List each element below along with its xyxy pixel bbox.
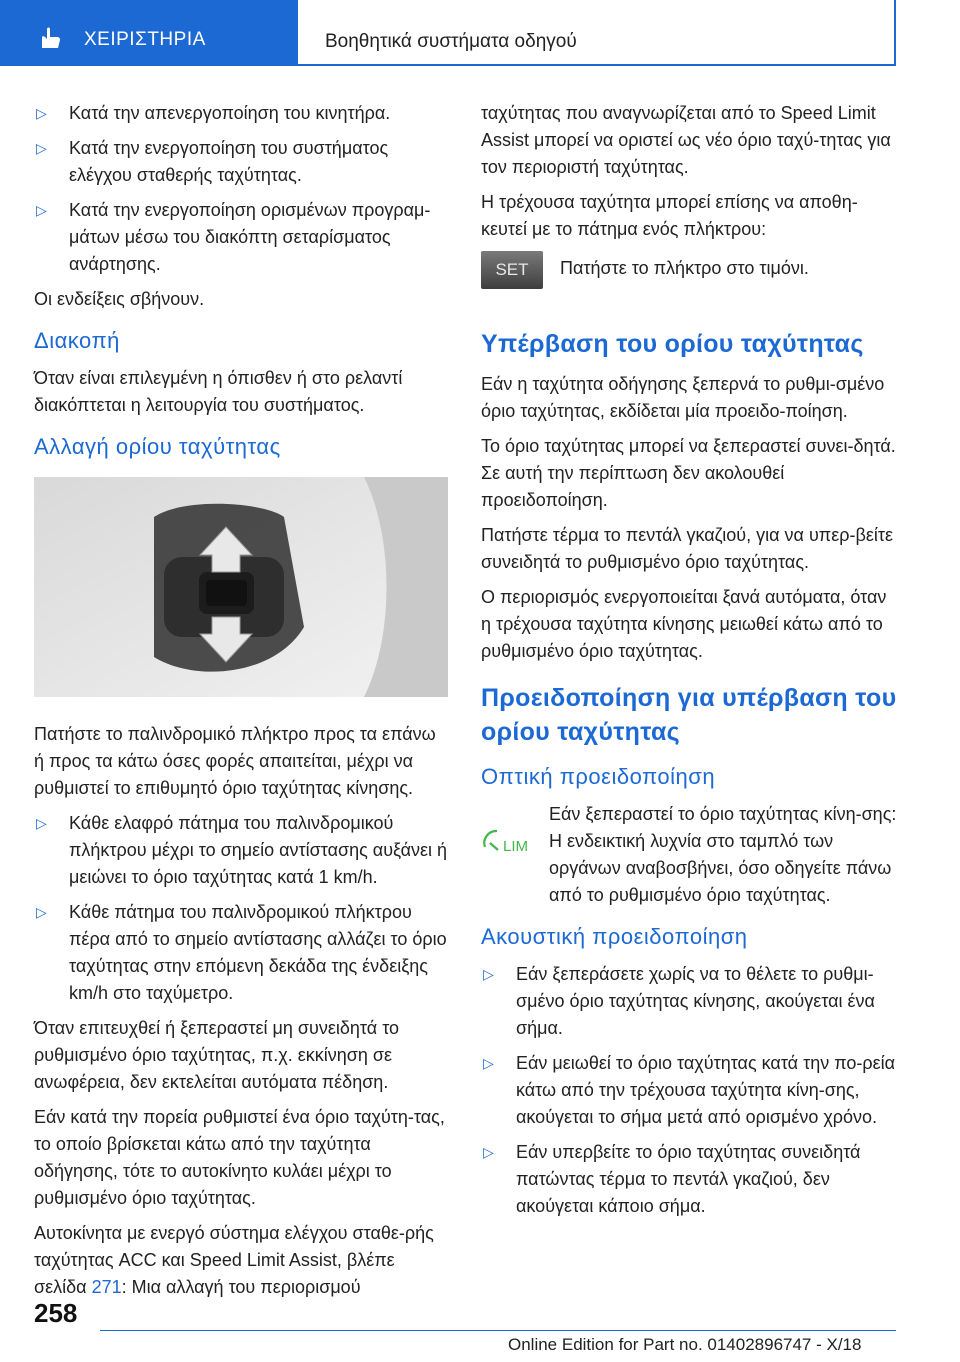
list-item: ▷ Εάν μειωθεί το όριο ταχύτητας κατά την πο‐ρεία κάτω από την τρέχουσα ταχύτητα κίνη‐σης, ακούγεται το σήμα μετά από ορισμένο χρόνο. xyxy=(481,1050,899,1131)
heading-change-limit: Αλλαγή ορίου ταχύτητας xyxy=(34,434,281,459)
header-divider xyxy=(298,64,896,66)
paragraph: Εάν ξεπεραστεί το όριο ταχύτητας κίνη‐σης: Η ενδεικτική λυχνία στο ταμπλό των οργάνων αναβοσβήνει, όσο οδηγείτε πάνω από το ρυθμισμένο όριο ταχύτητας. xyxy=(549,804,897,905)
section-tab-label: ΧΕΙΡΙΣΤΗΡΙΑ xyxy=(84,29,206,50)
right-column xyxy=(481,100,899,1228)
paragraph: Εάν η ταχύτητα οδήγησης ξεπερνά το ρυθμι‐σμένο όριο ταχύτητας, εκδίδεται μία προειδο‐ποίηση. xyxy=(481,374,885,421)
heading-interruption: Διακοπή xyxy=(34,328,120,353)
triangle-bullet-icon: ▷ xyxy=(36,904,47,920)
list-item: ▷ Εάν υπερβείτε το όριο ταχύτητας συνειδητά πατώντας τέρμα το πεντάλ γκαζιού, δεν ακούγεται κάποιο σήμα. xyxy=(481,1139,899,1220)
list-item: ▷ Κατά την ενεργοποίηση ορισμένων προγραμ‐μάτων μέσω του διακόπτη σεταρίσματος ανάρτησης. xyxy=(34,197,448,278)
set-button-icon: SET xyxy=(481,251,543,289)
list-item: ▷ Κατά την απενεργοποίηση του κινητήρα. xyxy=(34,100,448,127)
left-column xyxy=(34,100,448,1309)
set-instruction-text: Πατήστε το πλήκτρο στο τιμόνι. xyxy=(560,258,809,278)
heading-exceed-warning: Προειδοποίηση για υπέρβαση του ορίου ταχύτητας xyxy=(481,684,897,746)
hand-pointer-icon xyxy=(38,26,64,50)
paragraph: Η τρέχουσα ταχύτητα μπορεί επίσης να αποθη‐κευτεί με το πάτημα ενός πλήκτρου: xyxy=(481,192,858,239)
triangle-bullet-icon: ▷ xyxy=(36,105,47,121)
paragraph: Πατήστε το παλινδρομικό πλήκτρο προς τα επάνω ή προς τα κάτω όσες φορές απαιτείται, μέχρι να ρυθμιστεί το επιθυμητό όριο ταχύτητας κίνησης. xyxy=(34,724,436,798)
list-item: ▷ Κατά την ενεργοποίηση του συστήματος ελέγχου σταθερής ταχύτητας. xyxy=(34,135,448,189)
heading-acoustic-warning: Ακουστική προειδοποίηση xyxy=(481,924,748,949)
lim-warning-block xyxy=(481,801,899,909)
speed-limiter-lim-icon xyxy=(481,825,539,855)
triangle-bullet-icon: ▷ xyxy=(36,815,47,831)
chapter-title: Βοηθητικά συστήματα οδηγού xyxy=(325,31,577,52)
triangle-bullet-icon: ▷ xyxy=(483,966,494,982)
page-header xyxy=(0,0,960,66)
page-reference-link[interactable]: 271 xyxy=(91,1277,122,1297)
paragraph: Το όριο ταχύτητας μπορεί να ξεπεραστεί συνει‐δητά. Σε αυτή την περίπτωση δεν ακολουθεί προειδοποίηση. xyxy=(481,436,896,510)
svg-text:LIM: LIM xyxy=(503,838,529,855)
set-button-instruction xyxy=(481,251,899,311)
steering-wheel-buttons-photo xyxy=(34,477,448,697)
paragraph: Οι ενδείξεις σβήνουν. xyxy=(34,289,205,309)
list-item: ▷ Κάθε ελαφρό πάτημα του παλινδρομικού πλήκτρου μέχρι το σημείο αντίστασης αυξάνει ή μειώνει το όριο ταχύτητας κατά 1 km/h. xyxy=(34,810,448,891)
paragraph: Ο περιορισμός ενεργοποιείται ξανά αυτόματα, όταν η τρέχουσα ταχύτητα κίνησης μειωθεί κάτω από το ρυθμισμένο όριο ταχύτητας. xyxy=(481,587,887,661)
paragraph: Εάν κατά την πορεία ρυθμιστεί ένα όριο ταχύτη‐τας, το οποίο βρίσκεται κάτω από την ταχύτητα οδήγησης, τότε το αυτοκίνητο κυλάει μέχρι το ρυθμισμένο όριο ταχύτητας. xyxy=(34,1107,445,1208)
list-item: ▷ Κάθε πάτημα του παλινδρομικού πλήκτρου πέρα από το σημείο αντίστασης αλλάζει το όριο ταχύτητας στην επόμενη δεκάδα της ένδειξης km/h στο ταχύμετρο. xyxy=(34,899,448,1007)
triangle-bullet-icon: ▷ xyxy=(36,140,47,156)
header-edge-line xyxy=(894,0,896,66)
page-number: 258 xyxy=(34,1298,78,1328)
paragraph: Αυτοκίνητα με ενεργό σύστημα ελέγχου σταθε‐ρής ταχύτητας ACC και Speed Limit Assist, βλέπε σελίδα 271: Μια αλλαγή του περιορισμού xyxy=(34,1223,434,1297)
footer-divider xyxy=(100,1330,896,1331)
edition-footer: Online Edition for Part no. 01402896747 - X/18 xyxy=(508,1335,862,1354)
heading-visual-warning: Οπτική προειδοποίηση xyxy=(481,764,716,789)
heading-exceed-limit: Υπέρβαση του ορίου ταχύτητας xyxy=(481,330,864,358)
triangle-bullet-icon: ▷ xyxy=(36,202,47,218)
triangle-bullet-icon: ▷ xyxy=(483,1144,494,1160)
paragraph: Όταν επιτευχθεί ή ξεπεραστεί μη συνειδητά το ρυθμισμένο όριο ταχύτητας, π.χ. εκκίνηση σε ανωφέρεια, δεν εκτελείται αυτόματα πέδηση. xyxy=(34,1018,400,1092)
paragraph: Όταν είναι επιλεγμένη η όπισθεν ή στο ρελαντί διακόπτεται η λειτουργία του συστήματος. xyxy=(34,368,403,415)
triangle-bullet-icon: ▷ xyxy=(483,1055,494,1071)
list-item: ▷ Εάν ξεπεράσετε χωρίς να το θέλετε το ρυθμι‐σμένο όριο ταχύτητας κίνησης, ακούγεται ένα σήμα. xyxy=(481,961,899,1042)
section-tab[interactable] xyxy=(0,0,298,66)
paragraph: ταχύτητας που αναγνωρίζεται από το Speed Limit Assist μπορεί να οριστεί ως νέο όριο ταχύ‐τητας για τον περιοριστή ταχύτητας. xyxy=(481,103,891,177)
paragraph: Πατήστε τέρμα το πεντάλ γκαζιού, για να υπερ‐βείτε συνειδητά το ρυθμισμένο όριο ταχύτητας. xyxy=(481,525,893,572)
